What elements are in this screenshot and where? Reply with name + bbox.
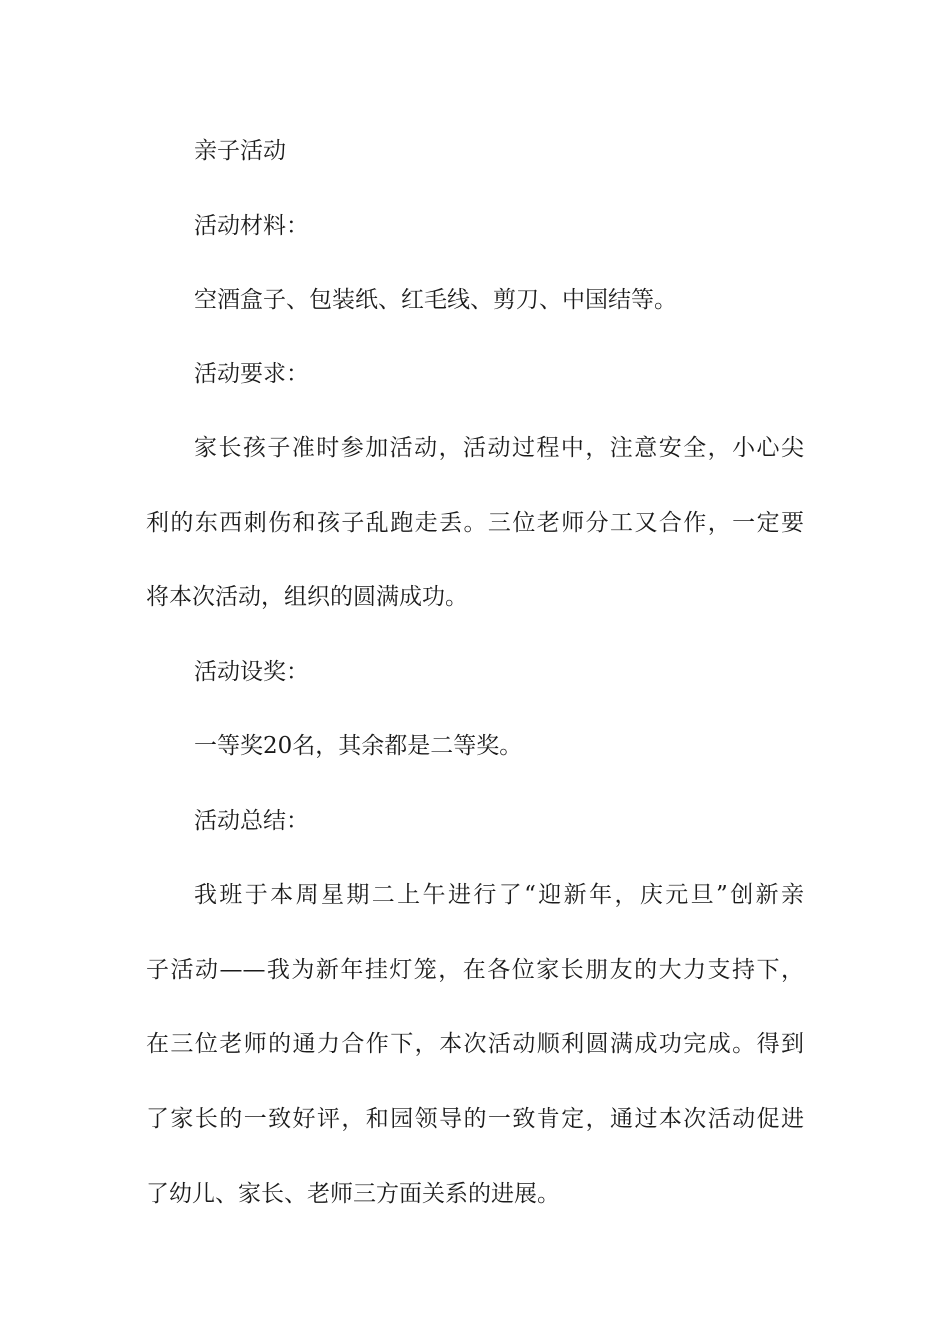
heading-activity-summary: 活动总结： (194, 808, 309, 834)
summary-line-2: 子活动——我为新年挂灯笼，在各位家长朋友的大力支持下， (146, 957, 804, 983)
requirements-line-3: 将本次活动，组织的圆满成功。 (146, 584, 468, 610)
heading-activity-requirements: 活动要求： (194, 361, 309, 387)
summary-line-5: 了幼儿、家长、老师三方面关系的进展。 (146, 1181, 560, 1207)
heading-parent-child-activity: 亲子活动 (194, 138, 286, 164)
requirements-line-1: 家长孩子准时参加活动，活动过程中，注意安全，小心尖 (194, 435, 804, 461)
summary-line-1: 我班于本周星期二上午进行了“迎新年，庆元旦”创新亲 (194, 882, 804, 908)
heading-activity-materials: 活动材料： (194, 213, 309, 239)
materials-text: 空酒盒子、包装纸、红毛线、剪刀、中国结等。 (194, 287, 677, 313)
summary-line-4: 了家长的一致好评，和园领导的一致肯定，通过本次活动促进 (146, 1106, 804, 1132)
heading-activity-awards: 活动设奖： (194, 659, 309, 685)
requirements-line-2: 利的东西刺伤和孩子乱跑走丢。三位老师分工又合作，一定要 (146, 510, 804, 536)
awards-text: 一等奖20名，其余都是二等奖。 (194, 733, 523, 759)
summary-line-3: 在三位老师的通力合作下，本次活动顺利圆满成功完成。得到 (146, 1031, 804, 1057)
